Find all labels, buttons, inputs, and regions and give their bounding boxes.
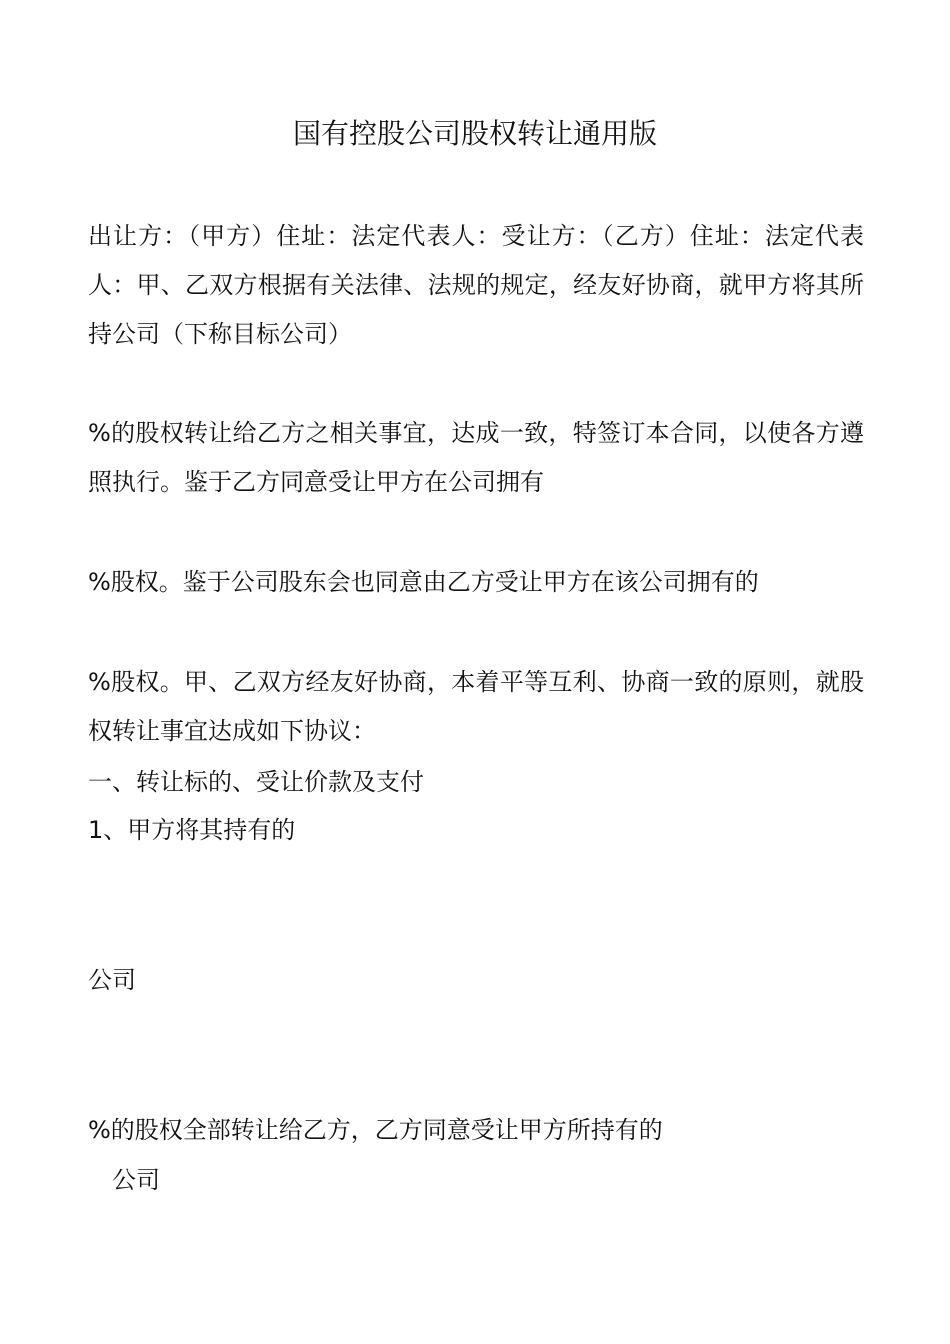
company-label: 公司 — [88, 966, 136, 994]
clause-1: 1、甲方将其持有的 — [88, 816, 296, 844]
paragraph-agreement: %股权。甲、乙双方经友好协商，本着平等互利、协商一致的原则，就股权转让事宜达成如下协议： — [88, 668, 864, 745]
paragraph-shareholder-consent: %股权。鉴于公司股东会也同意由乙方受让甲方在该公司拥有的 — [88, 568, 759, 596]
document-title: 国有控股公司股权转让通用版 — [292, 117, 657, 150]
paragraph-share-transfer: %的股权转让给乙方之相关事宜，达成一致，特签订本合同，以使各方遵照执行。鉴于乙方同意受让甲方在公司拥有 — [88, 419, 864, 496]
paragraph-full-transfer: %的股权全部转让给乙方，乙方同意受让甲方所持有的 — [88, 1116, 663, 1144]
paragraph-parties: 出让方：（甲方）住址：法定代表人：受让方：（乙方）住址：法定代表人：甲、乙双方根据有关法律、法规的规定，经友好协商，就甲方将其所持公司（下称目标公司） — [88, 222, 864, 348]
section-heading-transfer: 一、转让标的、受让价款及支付 — [88, 768, 424, 796]
company-label-indented: 公司 — [112, 1166, 160, 1194]
